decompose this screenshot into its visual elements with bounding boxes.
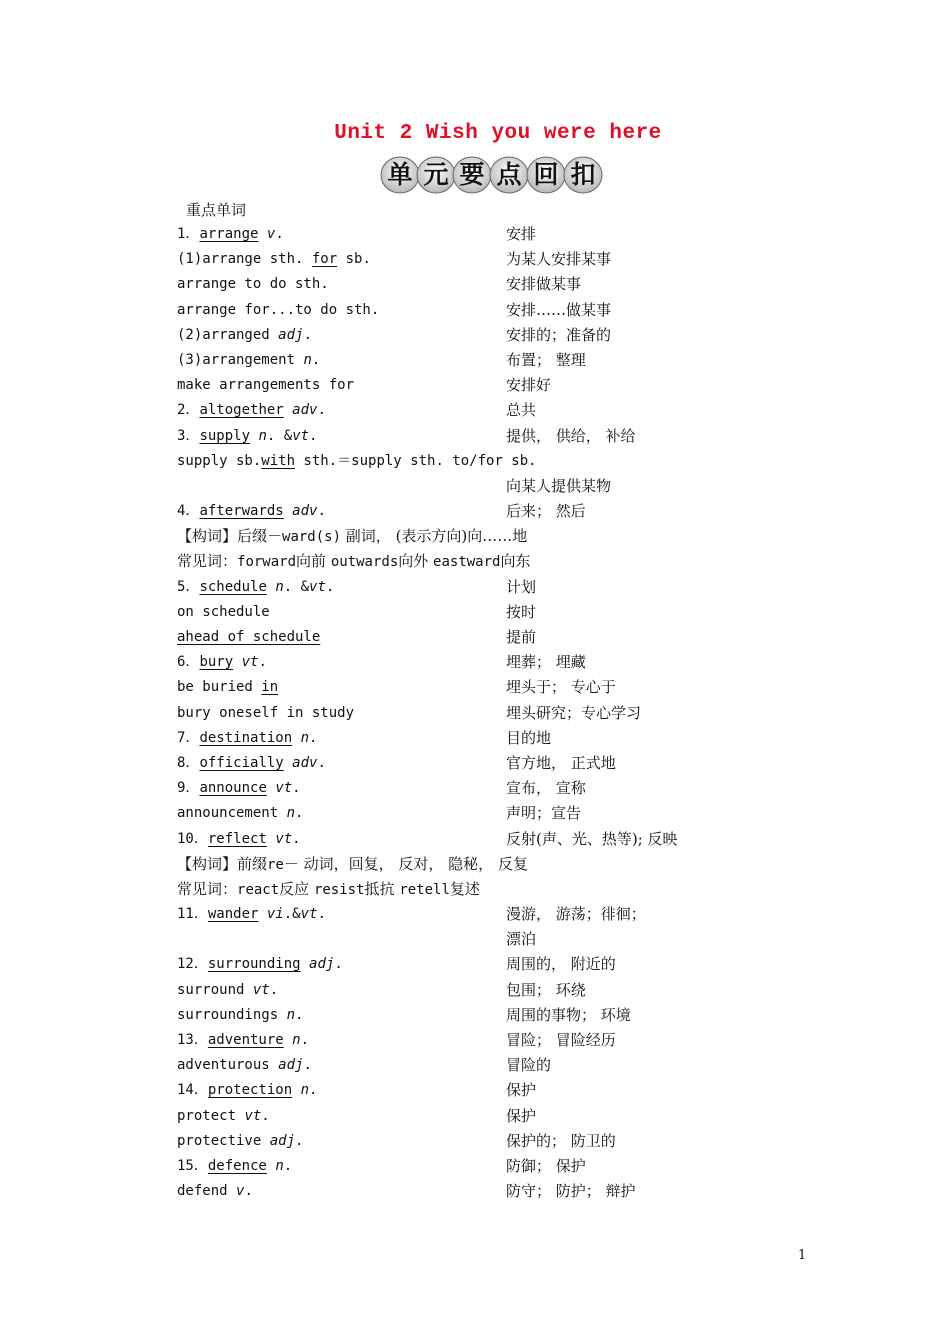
entry-meaning: 保护 xyxy=(506,1081,537,1100)
word-formation-note: 【构词】前缀re－ 动词，回复， 反对， 隐秘， 反复 xyxy=(177,854,528,873)
vocab-row xyxy=(177,1078,737,1103)
entry-term: defend v. xyxy=(177,1183,253,1200)
entry-meaning: 保护 xyxy=(506,1106,537,1125)
entry-term: arrange to do sth. xyxy=(177,276,329,293)
vocab-row xyxy=(177,1179,737,1204)
banner-char: 扣 xyxy=(570,160,596,189)
vocab-row xyxy=(177,323,737,348)
entry-term: 15．defence n. xyxy=(177,1157,293,1174)
banner-char: 元 xyxy=(423,160,449,189)
entry-term: 9．announce vt. xyxy=(177,780,301,797)
vocab-row xyxy=(177,373,737,398)
entry-term: 14．protection n. xyxy=(177,1082,318,1099)
entry-term: on schedule xyxy=(177,603,270,620)
entry-term: protect vt. xyxy=(177,1107,270,1124)
entry-meaning: 声明；宣告 xyxy=(506,804,582,823)
vocab-row xyxy=(177,701,737,726)
common-words-note: 常见词：react反应 resist抵抗 retell复述 xyxy=(177,879,480,898)
entry-meaning: 宣布， 宣称 xyxy=(506,779,586,798)
vocab-row xyxy=(177,272,737,297)
banner-char: 点 xyxy=(496,160,522,189)
entry-term: 6．bury vt. xyxy=(177,654,267,671)
entry-term: (1)arrange sth. for sb. xyxy=(177,251,371,268)
vocab-row xyxy=(177,1053,737,1078)
entry-term: 5．schedule n. &vt. xyxy=(177,578,335,595)
entry-meaning: 计划 xyxy=(506,577,537,596)
note-row xyxy=(177,852,737,877)
vocab-row xyxy=(177,952,737,977)
entry-term: 10．reflect vt. xyxy=(177,830,301,847)
note-row xyxy=(177,524,737,549)
entry-term: be buried in xyxy=(177,679,279,696)
vocab-row xyxy=(177,827,737,852)
entry-term: protective adj. xyxy=(177,1132,304,1149)
entry-term: 3．supply n. &vt. xyxy=(177,427,318,444)
vocab-row xyxy=(177,247,737,272)
entry-term: (2)arranged adj. xyxy=(177,326,312,343)
vocab-row xyxy=(177,449,737,474)
entry-meaning: 目的地 xyxy=(506,728,552,747)
vocab-row xyxy=(177,600,737,625)
vocab-row xyxy=(177,398,737,423)
entry-meaning: 周围的， 附近的 xyxy=(506,955,616,974)
entry-term: 7．destination n. xyxy=(177,729,318,746)
vocab-row xyxy=(177,650,737,675)
banner-char: 回 xyxy=(533,160,559,189)
vocab-row xyxy=(177,675,737,700)
entry-term: ahead of schedule xyxy=(177,629,321,645)
vocab-row xyxy=(177,1028,737,1053)
vocab-row xyxy=(177,1003,737,1028)
vocab-row xyxy=(177,927,737,952)
entry-meaning: 总共 xyxy=(506,401,537,420)
vocab-row xyxy=(177,298,737,323)
entry-meaning: 安排的；准备的 xyxy=(506,325,612,344)
entry-term: 2．altogether adv. xyxy=(177,402,326,419)
entry-meaning: 周围的事物； 环境 xyxy=(506,1005,631,1024)
entry-term: make arrangements for xyxy=(177,377,355,394)
entry-meaning: 埋头于； 专心于 xyxy=(506,678,616,697)
entry-meaning: 安排 xyxy=(506,225,537,243)
vocab-row xyxy=(177,801,737,826)
vocab-row xyxy=(177,1154,737,1179)
entry-term: arrange for...to do sth. xyxy=(177,301,380,318)
entry-meaning: 冒险的 xyxy=(506,1056,552,1075)
entry-meaning: 反射(声、光、热等); 反映 xyxy=(506,829,678,848)
entry-meaning: 包围； 环绕 xyxy=(506,980,586,999)
entry-meaning: 布置； 整理 xyxy=(506,350,586,369)
section-heading: 重点单词 xyxy=(186,201,247,219)
vocab-list xyxy=(177,222,737,1204)
vocab-row xyxy=(177,575,737,600)
entry-meaning: 漂泊 xyxy=(506,930,537,949)
entry-meaning: 冒险； 冒险经历 xyxy=(506,1031,616,1049)
vocab-row xyxy=(177,348,737,373)
entry-term: 1．arrange v. xyxy=(177,226,284,242)
entry-term: 13．adventure n. xyxy=(177,1032,310,1048)
entry-term: bury oneself in study xyxy=(177,704,355,721)
entry-term: surroundings n. xyxy=(177,1006,304,1023)
unit-title: Unit 2 Wish you were here xyxy=(334,122,662,145)
entry-meaning: 按时 xyxy=(506,602,537,621)
entry-meaning: 防守； 防护； 辩护 xyxy=(506,1182,636,1201)
entry-meaning: 埋葬； 埋藏 xyxy=(506,653,586,672)
vocab-row xyxy=(177,499,737,524)
vocab-row xyxy=(177,751,737,776)
entry-meaning: 漫游， 游荡；徘徊； xyxy=(506,905,646,924)
vocab-row xyxy=(177,474,737,499)
entry-term: surround vt. xyxy=(177,981,279,998)
entry-term: 12．surrounding adj. xyxy=(177,956,343,973)
vocab-row xyxy=(177,1129,737,1154)
entry-meaning: 保护的； 防卫的 xyxy=(506,1131,616,1150)
entry-meaning: 安排好 xyxy=(506,376,552,395)
banner-char: 要 xyxy=(459,160,485,189)
entry-meaning: 后来； 然后 xyxy=(506,502,586,521)
vocab-row xyxy=(177,726,737,751)
vocab-row xyxy=(177,1104,737,1129)
entry-meaning: 埋头研究；专心学习 xyxy=(506,703,642,722)
vocab-row xyxy=(177,776,737,801)
entry-meaning: 官方地， 正式地 xyxy=(506,753,616,772)
entry-meaning: 为某人安排某事 xyxy=(506,250,612,269)
entry-meaning: 向某人提供某物 xyxy=(506,476,612,495)
vocab-row xyxy=(177,424,737,449)
vocab-row xyxy=(177,902,737,927)
entry-term: announcement n. xyxy=(177,805,304,822)
entry-term: (3)arrangement n. xyxy=(177,351,321,368)
entry-term: 8．officially adv. xyxy=(177,754,326,771)
entry-term: 4．afterwards adv. xyxy=(177,503,326,520)
vocab-row xyxy=(177,222,737,247)
note-row xyxy=(177,549,737,574)
note-row xyxy=(177,877,737,902)
entry-meaning: 安排……做某事 xyxy=(506,300,612,319)
entry-term: supply sb.with sth.＝supply sth. to/for sb. xyxy=(177,452,537,469)
word-formation-note: 【构词】后缀－ward(s) 副词， (表示方向)向……地 xyxy=(177,527,528,546)
entry-meaning: 提供， 供给， 补给 xyxy=(506,426,636,445)
entry-meaning: 防御； 保护 xyxy=(506,1156,586,1175)
section-banner xyxy=(378,152,606,196)
entry-meaning: 提前 xyxy=(506,628,537,646)
page-number: 1 xyxy=(798,1248,807,1263)
common-words-note: 常见词：forward向前 outwards向外 eastward向东 xyxy=(177,552,531,571)
vocab-row xyxy=(177,625,737,650)
vocab-row xyxy=(177,978,737,1003)
entry-term: adventurous adj. xyxy=(177,1057,312,1074)
banner-char: 单 xyxy=(387,160,413,189)
entry-term: 11．wander vi.&vt. xyxy=(177,906,326,923)
entry-meaning: 安排做某事 xyxy=(506,275,582,294)
